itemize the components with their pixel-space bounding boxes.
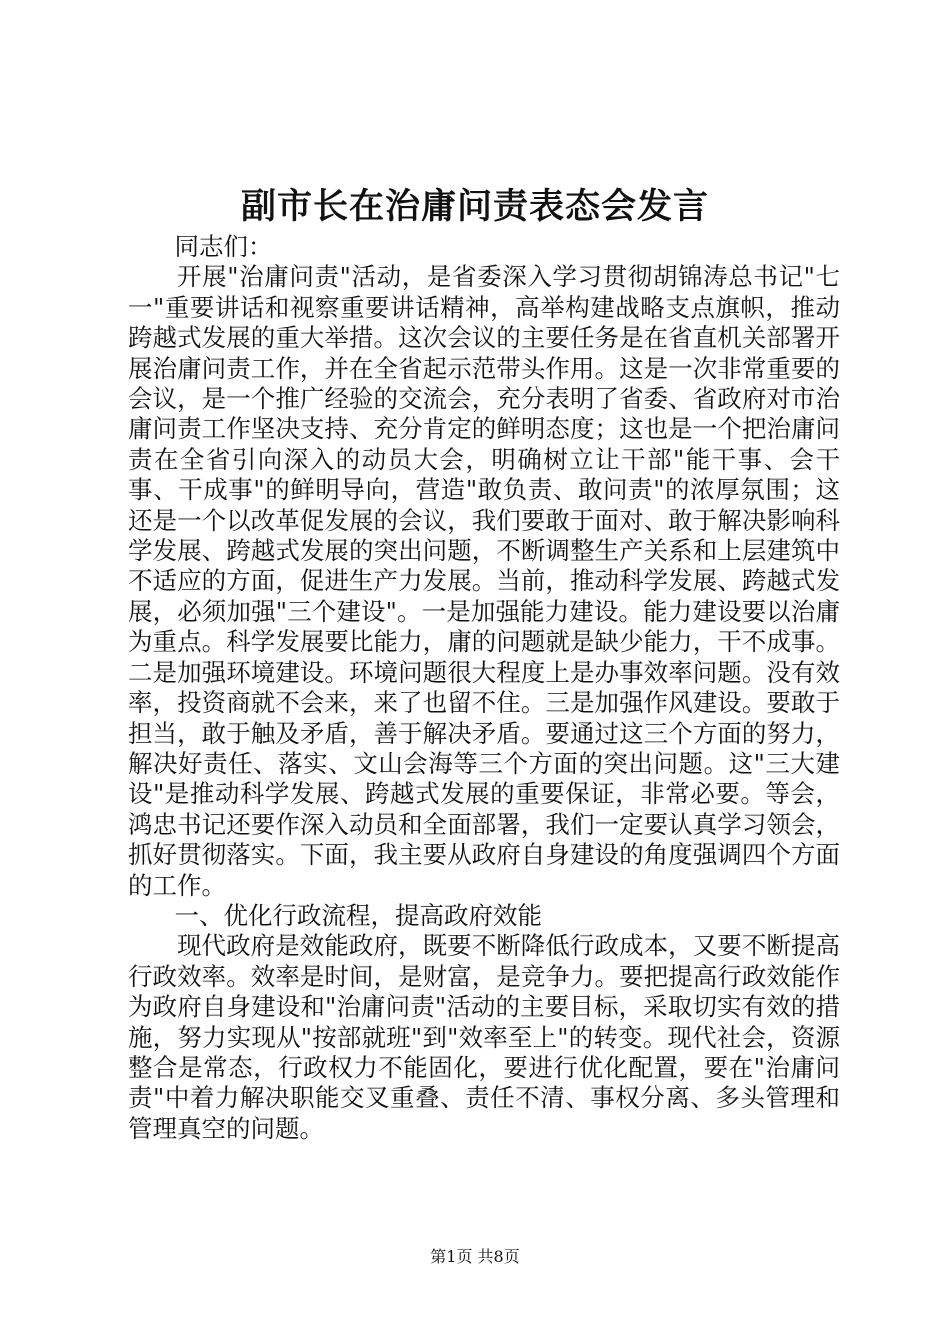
- body-paragraph: 现代政府是效能政府，既要不断降低行政成本，又要不断提高行政效率。效率是时间，是财富，是竞争力。要把提高行政效能作为政府自身建设和"治庸问责"活动的主要目标，采取切实有效的措施，努力实现从"按部就班"到"效率至上"的转变。现代社会，资源整合是常态，行政权力不能固化，要进行优化配置，要在"治庸问责"中着力解决职能交叉重叠、责任不清、事权分离、多头管理和管理真空的问题。: [128, 931, 840, 1143]
- body-paragraph: 开展"治庸问责"活动，是省委深入学习贯彻胡锦涛总书记"七一"重要讲话和视察重要讲话精神，高举构建战略支点旗帜，推动跨越式发展的重大举措。这次会议的主要任务是在省直机关部署开展治庸问责工作，并在全省起示范带头作用。这是一次非常重要的会议，是一个推广经验的交流会，充分表明了省委、省政府对市治庸问责工作坚决支持、充分肯定的鲜明态度；这也是一个把治庸问责在全省引向深入的动员大会，明确树立让干部"能干事、会干事、干成事"的鲜明导向，营造"敢负责、敢问责"的浓厚氛围；这还是一个以改革促发展的会议，我们要敢于面对、敢于解决影响科学发展、跨越式发展的突出问题，不断调整生产关系和上层建筑中不适应的方面，促进生产力发展。当前，推动科学发展、跨越式发展，必须加强"三个建设"。一是加强能力建设。能力建设要以治庸为重点。科学发展要比能力，庸的问题就是缺少能力，干不成事。二是加强环境建设。环境问题很大程度上是办事效率问题。没有效率，投资商就不会来，来了也留不住。三是加强作风建设。要敢于担当，敢于触及矛盾，善于解决矛盾。要通过这三个方面的努力，解决好责任、落实、文山会海等三个方面的突出问题。这"三大建设"是推动科学发展、跨越式发展的重要保证，非常必要。等会，鸿忠书记还要作深入动员和全面部署，我们一定要认真学习领会，抓好贯彻落实。下面，我主要从政府自身建设的角度强调四个方面的工作。: [128, 262, 840, 900]
- document-title: 副市长在治庸问责表态会发言: [240, 186, 709, 227]
- section-heading: 一、优化行政流程，提高政府效能: [174, 900, 543, 930]
- document-body: [128, 232, 840, 1144]
- salutation: 同志们：: [174, 232, 273, 261]
- page-footer: 第1页 共8页: [430, 1247, 520, 1266]
